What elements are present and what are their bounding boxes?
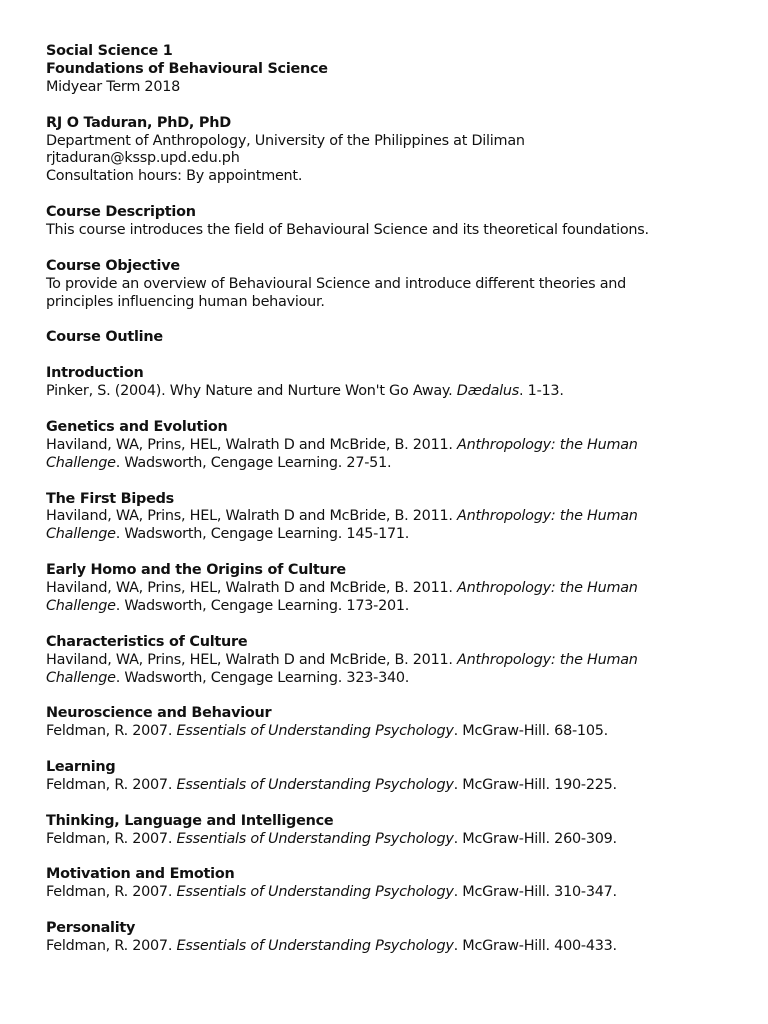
topic-title: Genetics and Evolution <box>46 418 228 435</box>
reference-text: Haviland, WA, Prins, HEL, Walrath D and McBride, B. 2011. <box>46 508 458 525</box>
description-text: This course introduces the field of Behavioural Science and its theoretical foundations. <box>46 222 649 239</box>
instructor-department: Department of Anthropology, University of the Philippines at Diliman <box>46 132 525 149</box>
outline-topic-introduction <box>46 365 736 401</box>
reference-title-cont: Challenge <box>46 526 116 543</box>
topic-title: Motivation and Emotion <box>46 866 235 883</box>
topic-title: Thinking, Language and Intelligence <box>46 812 334 829</box>
consultation-hours: Consultation hours: By appointment. <box>46 168 303 185</box>
outline-heading: Course Outline <box>46 329 163 346</box>
reference-pages: . McGraw-Hill. 310-347. <box>453 884 617 901</box>
topic-reference <box>46 723 736 741</box>
topic-title: Neuroscience and Behaviour <box>46 705 272 722</box>
course-code: Social Science 1 <box>46 43 173 59</box>
instructor-name: RJ O Taduran, PhD, PhD <box>46 114 231 131</box>
reference-pages: . McGraw-Hill. 260-309. <box>453 830 617 847</box>
reference-title-cont: Challenge <box>46 669 116 686</box>
objective-heading: Course Objective <box>46 257 180 274</box>
reference-title-cont: Challenge <box>46 597 116 614</box>
objective-text-line-2: principles influencing human behaviour. <box>46 293 325 310</box>
reference-title: Essentials of Understanding Psychology <box>176 776 454 793</box>
outline-topic-early-homo <box>46 562 736 616</box>
topic-reference-line-1 <box>46 437 736 455</box>
reference-text: Feldman, R. 2007. <box>46 830 177 847</box>
outline-topic-neuroscience <box>46 705 736 741</box>
topic-reference-line-2 <box>46 598 736 616</box>
reference-title-cont: Challenge <box>46 454 116 471</box>
description-heading: Course Description <box>46 204 196 221</box>
reference-text: Feldman, R. 2007. <box>46 938 177 955</box>
reference-title: Essentials of Understanding Psychology <box>176 830 454 847</box>
topic-reference-line-1 <box>46 508 736 526</box>
reference-title: Essentials of Understanding Psychology <box>176 723 454 740</box>
reference-text: Haviland, WA, Prins, HEL, Walrath D and McBride, B. 2011. <box>46 436 458 453</box>
topic-reference <box>46 884 736 902</box>
instructor-email: rjtaduran@kssp.upd.edu.ph <box>46 150 240 167</box>
reference-pages: . McGraw-Hill. 190-225. <box>453 776 617 793</box>
reference-title: Anthropology: the Human <box>457 508 638 525</box>
outline-topic-personality <box>46 920 736 956</box>
reference-title: Anthropology: the Human <box>457 436 638 453</box>
reference-title: Anthropology: the Human <box>457 580 638 597</box>
outline-topic-motivation <box>46 866 736 902</box>
topic-title: Characteristics of Culture <box>46 633 248 650</box>
topic-title: Early Homo and the Origins of Culture <box>46 562 346 579</box>
topic-reference-line-2 <box>46 526 736 544</box>
topic-title: The First Bipeds <box>46 490 174 507</box>
outline-topic-genetics <box>46 419 736 473</box>
reference-text: Pinker, S. (2004). Why Nature and Nurture Won't Go Away. <box>46 383 457 400</box>
topic-reference <box>46 383 736 401</box>
reference-text: Feldman, R. 2007. <box>46 776 177 793</box>
reference-pages: . Wadsworth, Cengage Learning. 145-171. <box>115 526 410 543</box>
course-title: Foundations of Behavioural Science <box>46 60 328 77</box>
topic-reference-line-1 <box>46 652 736 670</box>
outline-topic-learning <box>46 759 736 795</box>
reference-text: Feldman, R. 2007. <box>46 884 177 901</box>
objective-text-line-1: To provide an overview of Behavioural Science and introduce different theories and <box>46 275 627 292</box>
reference-title: Anthropology: the Human <box>457 651 638 668</box>
reference-title: Dædalus <box>456 383 520 400</box>
reference-title: Essentials of Understanding Psychology <box>176 938 454 955</box>
reference-pages: . Wadsworth, Cengage Learning. 27-51. <box>115 454 392 471</box>
outline-topic-culture <box>46 634 736 688</box>
topic-reference <box>46 777 736 795</box>
reference-pages: . McGraw-Hill. 68-105. <box>453 723 608 740</box>
course-term: Midyear Term 2018 <box>46 78 181 95</box>
topic-title: Personality <box>46 920 136 937</box>
reference-text: Feldman, R. 2007. <box>46 723 177 740</box>
topic-title: Introduction <box>46 365 144 382</box>
reference-text: Haviland, WA, Prins, HEL, Walrath D and McBride, B. 2011. <box>46 651 458 668</box>
reference-title: Essentials of Understanding Psychology <box>176 884 454 901</box>
topic-reference-line-2 <box>46 670 736 688</box>
topic-title: Learning <box>46 759 116 776</box>
reference-pages: . 1-13. <box>519 383 564 400</box>
topic-reference <box>46 938 736 956</box>
topic-reference-line-1 <box>46 580 736 598</box>
topic-reference <box>46 831 736 849</box>
syllabus-content <box>46 43 736 956</box>
outline-topic-thinking <box>46 813 736 849</box>
outline-topic-first-bipeds <box>46 491 736 545</box>
topic-reference-line-2 <box>46 455 736 473</box>
reference-pages: . McGraw-Hill. 400-433. <box>453 938 617 955</box>
reference-text: Haviland, WA, Prins, HEL, Walrath D and McBride, B. 2011. <box>46 580 458 597</box>
reference-pages: . Wadsworth, Cengage Learning. 323-340. <box>115 669 410 686</box>
reference-pages: . Wadsworth, Cengage Learning. 173-201. <box>115 597 410 614</box>
